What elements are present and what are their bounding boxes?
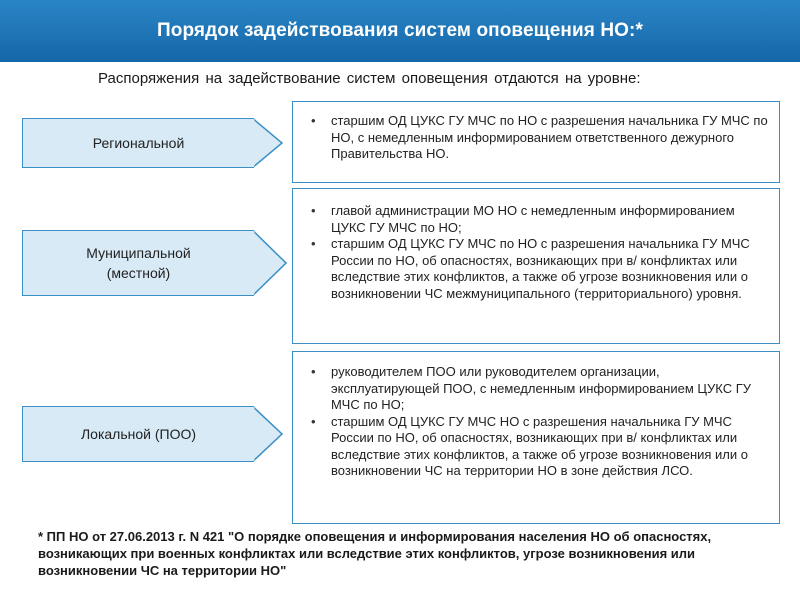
subtitle: Распоряжения на задействование систем оповещения отдаются на уровне: xyxy=(98,70,641,87)
level-label-line: (местной) xyxy=(106,265,171,281)
level-label-municipal xyxy=(22,230,254,296)
level-label-line: Локальной (ПОО) xyxy=(80,426,197,442)
page-title: Порядок задействования систем оповещения НО:* xyxy=(157,20,643,41)
arrow-shape xyxy=(253,118,283,168)
list-item: • старшим ОД ЦУКС ГУ МЧС по НО с разрешения начальника ГУ МЧС по НО, с немедленным информированием ответственного дежурного Правительства НО. xyxy=(309,113,769,163)
level-label-regional xyxy=(22,118,254,168)
level-box-municipal xyxy=(22,230,288,296)
list-item: • старшим ОД ЦУКС ГУ МЧС НО с разрешения начальника ГУ МЧС России по НО, об опасностях, возникающих при в/ конфликтах или вследствие этих конфликтов, а также об угрозе возникновения или о возникновении ЧС на территории НО в зоне действия ЛСО. xyxy=(309,414,769,480)
desc-box-regional xyxy=(292,101,780,183)
list-item: • старшим ОД ЦУКС ГУ МЧС по НО с разрешения начальника ГУ МЧС России по НО, об опасностях, возникающих при в/ конфликтах или вследствие этих конфликтов, а также об угрозе возникновения или о возникновении ЧС межмуниципального (территориального) уровня. xyxy=(309,236,769,302)
arrow-shape xyxy=(253,230,287,296)
list-item: • главой администрации МО НО с немедленным информированием ЦУКС ГУ МЧС по НО; xyxy=(309,203,769,236)
footnote: * ПП НО от 27.06.2013 г. N 421 "О порядке оповещения и информирования населения НО об опасностях, возникающих при военных конфликтах или вследствие этих конфликтов, угрозе возникновения или возникновении ЧС на территории НО" xyxy=(38,529,712,578)
level-box-regional xyxy=(22,118,288,168)
level-label-line: Муниципальной xyxy=(86,245,191,261)
level-box-local xyxy=(22,406,288,462)
list-item: • руководителем ПОО или руководителем организации, эксплуатирующей ПОО, с немедленным информированием ЦУКС ГУ МЧС по НО; xyxy=(309,364,769,414)
arrow-shape xyxy=(253,406,283,462)
desc-box-municipal xyxy=(292,188,780,344)
level-label-line: Региональной xyxy=(92,135,185,151)
title-bar xyxy=(0,0,800,62)
desc-box-local xyxy=(292,351,780,524)
level-label-local xyxy=(22,406,254,462)
